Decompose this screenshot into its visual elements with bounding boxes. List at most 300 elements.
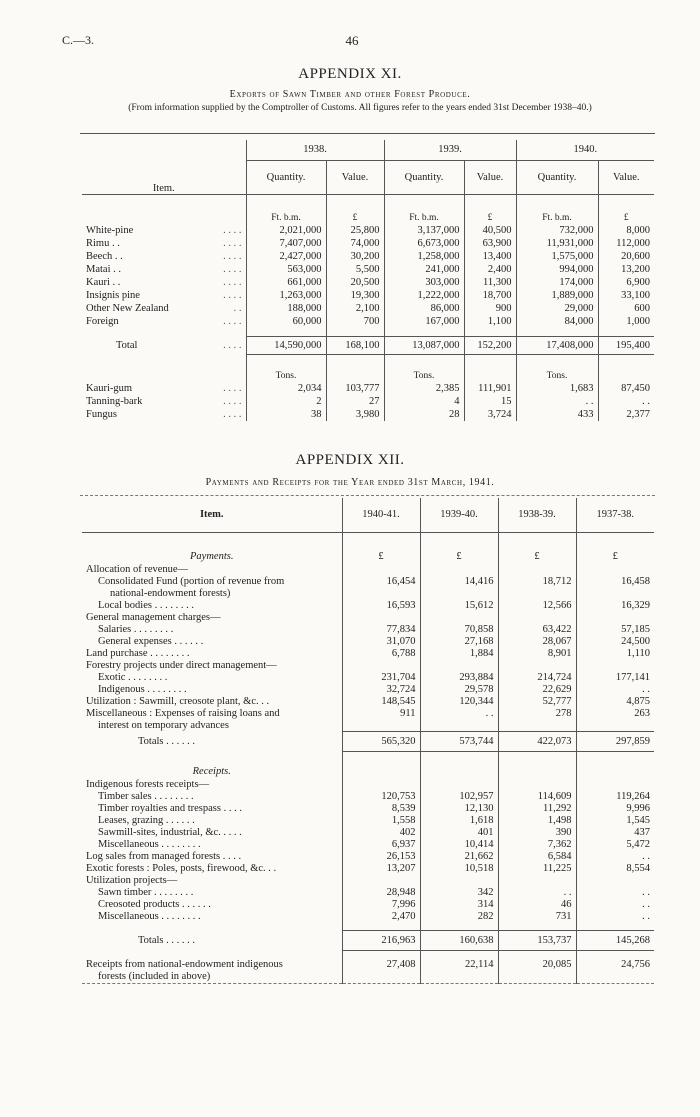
spacer-cell bbox=[498, 765, 576, 778]
table-cell: 102,957 bbox=[420, 790, 498, 802]
units-label: £ bbox=[464, 212, 516, 224]
table-cell: 1,110 bbox=[576, 647, 654, 659]
row-label: Land purchase . . . . . . . . bbox=[86, 647, 190, 659]
spacer-cell bbox=[598, 354, 654, 370]
table-cell bbox=[342, 659, 420, 671]
table-cell: 30,200 bbox=[326, 250, 384, 263]
endowment-row bbox=[82, 958, 654, 970]
spacer-cell bbox=[82, 328, 246, 336]
table-cell: 314 bbox=[420, 898, 498, 910]
table-cell bbox=[342, 874, 420, 886]
table-cell: 3,137,000 bbox=[384, 224, 464, 237]
table-cell: 22,629 bbox=[498, 683, 576, 695]
table-cell: . . bbox=[598, 395, 654, 408]
row-label bbox=[82, 302, 246, 315]
spacer-cell bbox=[576, 922, 654, 930]
total-cell: 216,963 bbox=[342, 930, 420, 950]
table-cell bbox=[576, 778, 654, 790]
table-cell: 563,000 bbox=[246, 263, 326, 276]
table-cell: 31,070 bbox=[342, 635, 420, 647]
table-row bbox=[82, 778, 654, 790]
spacer-cell bbox=[576, 950, 654, 958]
table-cell: 167,000 bbox=[384, 315, 464, 328]
table-cell: 11,225 bbox=[498, 862, 576, 874]
table-cell bbox=[498, 563, 576, 575]
table-row bbox=[82, 599, 654, 611]
spacer-cell bbox=[82, 532, 342, 550]
units-cell bbox=[82, 370, 246, 382]
header-row bbox=[82, 140, 654, 160]
table-cell: 1,222,000 bbox=[384, 289, 464, 302]
total-row bbox=[82, 731, 654, 751]
table-cell: 661,000 bbox=[246, 276, 326, 289]
total-label: Totals . . . . . . bbox=[138, 934, 196, 946]
row-label: Timber royalties and trespass . . . . bbox=[98, 802, 242, 814]
item-name: Other New Zealand bbox=[86, 303, 169, 314]
table-cell: 6,937 bbox=[342, 838, 420, 850]
table-cell: 1,545 bbox=[576, 814, 654, 826]
spacer-cell bbox=[420, 950, 498, 958]
table-cell: 8,901 bbox=[498, 647, 576, 659]
table-row bbox=[82, 707, 654, 719]
table-cell: 103,777 bbox=[326, 382, 384, 395]
item-name: Insignis pine bbox=[86, 290, 140, 301]
table-cell: 9,996 bbox=[576, 802, 654, 814]
table-cell: 402 bbox=[342, 826, 420, 838]
item-name: White-pine bbox=[86, 225, 134, 236]
column-header-year: 1939. bbox=[384, 140, 516, 160]
table-cell: 63,422 bbox=[498, 623, 576, 635]
total-cell: 17,408,000 bbox=[516, 336, 598, 354]
table-cell: . . bbox=[498, 886, 576, 898]
dot-leader: . . . . bbox=[223, 277, 242, 288]
table-row bbox=[82, 898, 654, 910]
table-row bbox=[82, 623, 654, 635]
table-cell: 8,554 bbox=[576, 862, 654, 874]
row-label: Creosoted products . . . . . . bbox=[98, 898, 211, 910]
total-cell: 297,859 bbox=[576, 731, 654, 751]
table-cell: 5,472 bbox=[576, 838, 654, 850]
spacer-cell bbox=[246, 194, 326, 212]
currency-label: £ bbox=[498, 550, 576, 563]
spacer-cell bbox=[82, 922, 342, 930]
table-cell: 1,889,000 bbox=[516, 289, 598, 302]
spacer-cell bbox=[498, 922, 576, 930]
spacer-cell bbox=[516, 354, 598, 370]
table-cell: 18,700 bbox=[464, 289, 516, 302]
table-cell: 84,000 bbox=[516, 315, 598, 328]
spacer-cell bbox=[464, 354, 516, 370]
table-cell: 2,377 bbox=[598, 408, 654, 421]
row-label: forests (included in above) bbox=[82, 970, 342, 983]
table-cell bbox=[576, 587, 654, 599]
table-cell: 911 bbox=[342, 707, 420, 719]
table-cell: . . bbox=[420, 707, 498, 719]
table-row bbox=[82, 850, 654, 862]
column-header-item: Item. bbox=[82, 498, 342, 532]
table-cell: 1,000 bbox=[598, 315, 654, 328]
table-cell: 900 bbox=[464, 302, 516, 315]
table-cell: 74,000 bbox=[326, 237, 384, 250]
table-cell: 11,931,000 bbox=[516, 237, 598, 250]
units-label: Tons. bbox=[516, 370, 598, 382]
column-header-year: 1938. bbox=[246, 140, 384, 160]
total-cell: 195,400 bbox=[598, 336, 654, 354]
table-row bbox=[82, 611, 654, 623]
units-cell bbox=[82, 212, 246, 224]
table-row bbox=[82, 659, 654, 671]
table-cell: 28 bbox=[384, 408, 464, 421]
table-cell: 174,000 bbox=[516, 276, 598, 289]
row-label bbox=[82, 276, 246, 289]
spacer-cell bbox=[342, 970, 420, 983]
row-label: national-endowment forests) bbox=[110, 587, 231, 599]
spacer-cell bbox=[342, 950, 420, 958]
row-label: Sawmill-sites, industrial, &c. . . . . bbox=[98, 826, 242, 838]
total-cell: 422,073 bbox=[498, 731, 576, 751]
dot-leader: . . bbox=[233, 303, 242, 314]
table-cell: 10,414 bbox=[420, 838, 498, 850]
table-row bbox=[82, 587, 654, 599]
exports-table bbox=[82, 140, 654, 421]
table-cell: 120,344 bbox=[420, 695, 498, 707]
row-label: interest on temporary advances bbox=[98, 719, 229, 731]
spacer-row bbox=[82, 922, 654, 930]
spacer-cell bbox=[82, 950, 342, 958]
dot-leader: . . . . bbox=[223, 290, 242, 301]
appendix-11-subtitle: Exports of Sawn Timber and other Forest Produce. bbox=[229, 89, 471, 100]
spacer-row bbox=[82, 751, 654, 765]
row-label bbox=[82, 336, 246, 354]
total-cell: 152,200 bbox=[464, 336, 516, 354]
table-cell: 241,000 bbox=[384, 263, 464, 276]
spacer-cell bbox=[420, 922, 498, 930]
table-row bbox=[82, 695, 654, 707]
item-name: Beech . . bbox=[86, 251, 123, 262]
table-cell: 6,788 bbox=[342, 647, 420, 659]
table-cell: 20,600 bbox=[598, 250, 654, 263]
total-cell: 573,744 bbox=[420, 731, 498, 751]
row-label bbox=[82, 382, 246, 395]
row-label: Miscellaneous . . . . . . . . bbox=[98, 838, 201, 850]
table-cell: . . bbox=[576, 850, 654, 862]
table-cell: 13,400 bbox=[464, 250, 516, 263]
spacer-row bbox=[82, 532, 654, 550]
appendix-11-note: (From information supplied by the Comptroller of Customs. All figures refer to the years ended 31st December 1938–40.) bbox=[128, 103, 592, 113]
table-cell: 2,400 bbox=[464, 263, 516, 276]
row-label: Timber sales . . . . . . . . bbox=[98, 790, 194, 802]
column-header-quantity: Quantity. bbox=[516, 160, 598, 194]
total-cell: 13,087,000 bbox=[384, 336, 464, 354]
table-cell: 2,385 bbox=[384, 382, 464, 395]
spacer-row bbox=[82, 328, 654, 336]
total-row bbox=[82, 930, 654, 950]
table-cell: 57,185 bbox=[576, 623, 654, 635]
table-cell bbox=[420, 659, 498, 671]
item-name: Matai . . bbox=[86, 264, 121, 275]
table-cell: 2,427,000 bbox=[246, 250, 326, 263]
row-label bbox=[82, 289, 246, 302]
total-cell: 145,268 bbox=[576, 930, 654, 950]
total-cell: 160,638 bbox=[420, 930, 498, 950]
appendix-12-title: APPENDIX XII. bbox=[295, 452, 405, 468]
row-label: Exotic . . . . . . . . bbox=[98, 671, 168, 683]
spacer-cell bbox=[326, 194, 384, 212]
spacer-cell bbox=[342, 532, 420, 550]
appendix-12-subtitle: Payments and Receipts for the Year ended 31st March, 1941. bbox=[205, 477, 495, 488]
table-cell bbox=[420, 719, 498, 731]
table-cell bbox=[420, 611, 498, 623]
table-cell: . . bbox=[576, 886, 654, 898]
column-header-year: 1940-41. bbox=[342, 498, 420, 532]
table-cell: 1,498 bbox=[498, 814, 576, 826]
table-cell bbox=[420, 874, 498, 886]
table-cell: 24,500 bbox=[576, 635, 654, 647]
table-row bbox=[82, 289, 654, 302]
table-row bbox=[82, 408, 654, 421]
row-label: Salaries . . . . . . . . bbox=[98, 623, 174, 635]
row-label bbox=[82, 224, 246, 237]
spacer-cell bbox=[420, 970, 498, 983]
spacer-cell bbox=[82, 194, 246, 212]
units-label bbox=[598, 370, 654, 382]
table-cell bbox=[576, 611, 654, 623]
table-row bbox=[82, 910, 654, 922]
units-label: £ bbox=[326, 212, 384, 224]
row-label: General management charges— bbox=[86, 611, 221, 623]
table-cell: 28,067 bbox=[498, 635, 576, 647]
spacer-cell bbox=[384, 354, 464, 370]
table-cell bbox=[420, 778, 498, 790]
total-cell: 168,100 bbox=[326, 336, 384, 354]
table-cell: 28,948 bbox=[342, 886, 420, 898]
table-cell: 16,593 bbox=[342, 599, 420, 611]
table-cell: 19,300 bbox=[326, 289, 384, 302]
table-cell: 293,884 bbox=[420, 671, 498, 683]
spacer-cell bbox=[498, 970, 576, 983]
table-cell: 263 bbox=[576, 707, 654, 719]
table-cell bbox=[498, 659, 576, 671]
table-cell: 15 bbox=[464, 395, 516, 408]
spacer-cell bbox=[420, 532, 498, 550]
table-cell bbox=[342, 719, 420, 731]
table-cell bbox=[420, 587, 498, 599]
table-cell: 20,500 bbox=[326, 276, 384, 289]
spacer-cell bbox=[576, 532, 654, 550]
row-label: Utilization projects— bbox=[86, 874, 178, 886]
table-cell: 148,545 bbox=[342, 695, 420, 707]
column-header-value: Value. bbox=[598, 160, 654, 194]
item-name: Fungus bbox=[86, 409, 117, 420]
row-label bbox=[82, 237, 246, 250]
section-header-receipts: Receipts. bbox=[192, 766, 231, 777]
table-cell: 111,901 bbox=[464, 382, 516, 395]
table-cell: 732,000 bbox=[516, 224, 598, 237]
column-header-year: 1940. bbox=[516, 140, 654, 160]
table-row bbox=[82, 719, 654, 731]
table-cell bbox=[498, 719, 576, 731]
table-cell: 15,612 bbox=[420, 599, 498, 611]
spacer-cell bbox=[516, 328, 598, 336]
spacer-cell bbox=[246, 354, 326, 370]
table-cell: 231,704 bbox=[342, 671, 420, 683]
item-name: Rimu . . bbox=[86, 238, 120, 249]
endowment-row bbox=[82, 970, 654, 983]
table-cell bbox=[498, 611, 576, 623]
total-cell: 14,590,000 bbox=[246, 336, 326, 354]
table-cell: 8,539 bbox=[342, 802, 420, 814]
table-cell: 20,085 bbox=[498, 958, 576, 970]
spacer-cell bbox=[498, 532, 576, 550]
total-label: Total bbox=[116, 339, 138, 351]
spacer-cell bbox=[246, 328, 326, 336]
table-cell: 3,724 bbox=[464, 408, 516, 421]
table-cell: 16,454 bbox=[342, 575, 420, 587]
table-cell: 437 bbox=[576, 826, 654, 838]
table-cell: 12,566 bbox=[498, 599, 576, 611]
currency-label: £ bbox=[342, 550, 420, 563]
table-cell: 2,100 bbox=[326, 302, 384, 315]
dot-leader: . . . . bbox=[223, 409, 242, 420]
table-row bbox=[82, 671, 654, 683]
payments-receipts-table bbox=[82, 498, 654, 984]
spacer-cell bbox=[82, 354, 246, 370]
table-cell: 303,000 bbox=[384, 276, 464, 289]
column-header-value: Value. bbox=[326, 160, 384, 194]
table-cell: 12,130 bbox=[420, 802, 498, 814]
dot-leader: . . . . bbox=[223, 316, 242, 327]
table-row bbox=[82, 237, 654, 250]
table-cell: 6,900 bbox=[598, 276, 654, 289]
dot-leader: . . . . bbox=[223, 238, 242, 249]
table-row bbox=[82, 276, 654, 289]
spacer-cell bbox=[498, 950, 576, 958]
table-cell: 10,518 bbox=[420, 862, 498, 874]
spacer-cell bbox=[342, 751, 420, 765]
row-label: Consolidated Fund (portion of revenue from bbox=[98, 575, 285, 587]
table-row bbox=[82, 635, 654, 647]
total-cell: 153,737 bbox=[498, 930, 576, 950]
table-cell: 77,834 bbox=[342, 623, 420, 635]
table-cell: 11,300 bbox=[464, 276, 516, 289]
table-row bbox=[82, 802, 654, 814]
spacer-row bbox=[82, 950, 654, 958]
spacer-cell bbox=[576, 970, 654, 983]
table-cell bbox=[342, 778, 420, 790]
spacer-cell bbox=[82, 751, 342, 765]
table-cell: 7,362 bbox=[498, 838, 576, 850]
table-cell bbox=[342, 563, 420, 575]
table-cell: 188,000 bbox=[246, 302, 326, 315]
table-row bbox=[82, 315, 654, 328]
row-label bbox=[82, 395, 246, 408]
table-cell: . . bbox=[576, 898, 654, 910]
table-cell: 63,900 bbox=[464, 237, 516, 250]
item-name: Kauri-gum bbox=[86, 383, 133, 394]
table-row bbox=[82, 302, 654, 315]
table-cell: 600 bbox=[598, 302, 654, 315]
table-row bbox=[82, 838, 654, 850]
table-cell: 278 bbox=[498, 707, 576, 719]
table-cell: 342 bbox=[420, 886, 498, 898]
table-cell: 14,416 bbox=[420, 575, 498, 587]
row-label: Indigenous . . . . . . . . bbox=[98, 683, 187, 695]
table-cell: 401 bbox=[420, 826, 498, 838]
table-row bbox=[82, 814, 654, 826]
appendix-11-title: APPENDIX XI. bbox=[298, 66, 402, 82]
column-header-value: Value. bbox=[464, 160, 516, 194]
spacer-cell bbox=[598, 328, 654, 336]
table-cell: 8,000 bbox=[598, 224, 654, 237]
row-label: Miscellaneous . . . . . . . . bbox=[98, 910, 201, 922]
table-cell: 27,408 bbox=[342, 958, 420, 970]
spacer-cell bbox=[420, 751, 498, 765]
table-cell: . . bbox=[576, 683, 654, 695]
row-label: Exotic forests : Poles, posts, firewood, &c. . . bbox=[86, 862, 277, 874]
column-header-item: Item. bbox=[152, 182, 175, 194]
units-row bbox=[82, 370, 654, 382]
table-cell: 60,000 bbox=[246, 315, 326, 328]
units-label bbox=[464, 370, 516, 382]
table-cell: 86,000 bbox=[384, 302, 464, 315]
column-header-year: 1938-39. bbox=[498, 498, 576, 532]
table-cell: 1,575,000 bbox=[516, 250, 598, 263]
spacer-cell bbox=[326, 328, 384, 336]
table-cell bbox=[498, 778, 576, 790]
table-cell: 13,207 bbox=[342, 862, 420, 874]
table-cell: 1,884 bbox=[420, 647, 498, 659]
row-label: Local bodies . . . . . . . . bbox=[98, 599, 194, 611]
spacer-cell bbox=[342, 922, 420, 930]
table-cell: 26,153 bbox=[342, 850, 420, 862]
table-cell: 21,662 bbox=[420, 850, 498, 862]
table-cell: 22,114 bbox=[420, 958, 498, 970]
units-label: Ft. b.m. bbox=[516, 212, 598, 224]
spacer-cell bbox=[384, 194, 464, 212]
spacer-cell bbox=[464, 328, 516, 336]
table-cell: 27,168 bbox=[420, 635, 498, 647]
table-cell: 1,618 bbox=[420, 814, 498, 826]
table-cell: 70,858 bbox=[420, 623, 498, 635]
row-label: Utilization : Sawmill, creosote plant, &c. . . bbox=[86, 695, 270, 707]
table-row bbox=[82, 886, 654, 898]
table-cell bbox=[420, 563, 498, 575]
section-header-payments: Payments. bbox=[190, 551, 234, 562]
spacer-row bbox=[82, 354, 654, 370]
table-cell: 24,756 bbox=[576, 958, 654, 970]
table-row bbox=[82, 874, 654, 886]
row-label bbox=[82, 263, 246, 276]
table-cell: 4 bbox=[384, 395, 464, 408]
item-name: Foreign bbox=[86, 316, 119, 327]
table-cell: 282 bbox=[420, 910, 498, 922]
row-label: General expenses . . . . . . bbox=[98, 635, 204, 647]
table-row bbox=[82, 395, 654, 408]
table-cell bbox=[498, 874, 576, 886]
units-row bbox=[82, 212, 654, 224]
column-header-year: 1937-38. bbox=[576, 498, 654, 532]
table-cell: 29,578 bbox=[420, 683, 498, 695]
dot-leader: . . . . bbox=[223, 264, 242, 275]
table-row bbox=[82, 263, 654, 276]
table-cell: 433 bbox=[516, 408, 598, 421]
row-label bbox=[82, 250, 246, 263]
table-cell: 1,263,000 bbox=[246, 289, 326, 302]
table-cell bbox=[342, 611, 420, 623]
table-cell bbox=[576, 874, 654, 886]
spacer-cell bbox=[498, 751, 576, 765]
header-row bbox=[82, 498, 654, 532]
